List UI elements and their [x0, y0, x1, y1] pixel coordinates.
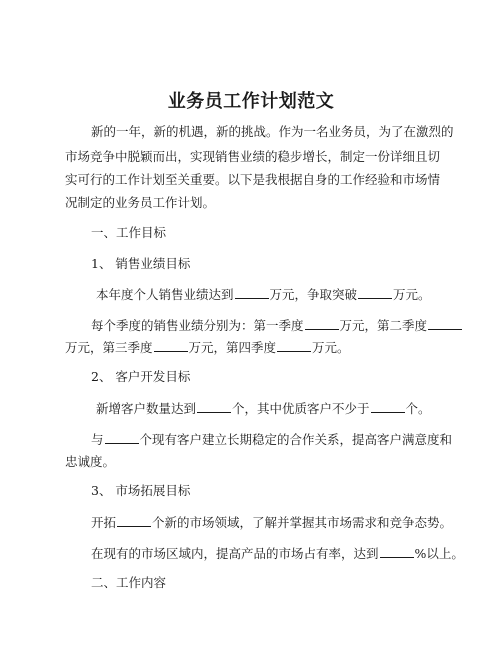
text: 个，其中优质客户不少于: [232, 401, 370, 416]
subsection-heading-market: 3、 市场拓展目标: [91, 483, 191, 498]
text: 在现有的市场区域内，提高产品的市场占有率，达到: [91, 546, 379, 561]
text: 万元，第三季度: [65, 340, 153, 355]
fill-blank: [154, 339, 188, 352]
text: 个。: [405, 401, 431, 416]
text: 万元，第四季度: [188, 340, 277, 355]
text: 每个季度的销售业绩分别为：第一季度: [91, 318, 304, 333]
section-heading-goals: 一、工作目标: [91, 225, 167, 240]
text: 开拓: [91, 515, 117, 530]
document-title: 业务员工作计划范文: [167, 91, 335, 112]
fill-blank: [277, 339, 311, 352]
fill-blank: [117, 514, 151, 527]
fill-blank: [371, 400, 405, 413]
fill-blank: [305, 317, 339, 330]
quarterly-target-line-1: [91, 317, 463, 334]
text: 万元，争取突破: [269, 287, 358, 302]
subsection-heading-customers: 2、 客户开发目标: [91, 369, 191, 384]
fill-blank: [428, 317, 462, 330]
text: 与: [91, 432, 104, 447]
text: 万元。: [312, 340, 350, 355]
fill-blank: [380, 545, 414, 558]
fill-blank: [197, 400, 231, 413]
text: 个现有客户建立长期稳定的合作关系，提高客户满意度和: [139, 432, 453, 447]
text: 本年度个人销售业绩达到: [96, 287, 234, 302]
text: 万元，第二季度: [339, 318, 428, 333]
section-heading-work-content: 二、工作内容: [91, 575, 167, 590]
text: 万元。: [393, 287, 431, 302]
fill-blank: [235, 286, 269, 299]
intro-line-3: 实可行的工作计划至关重要。以下是我根据自身的工作经验和市场情: [65, 172, 441, 187]
fill-blank: [358, 286, 392, 299]
new-customers-line: [96, 400, 431, 417]
subsection-heading-sales: 1、 销售业绩目标: [91, 256, 191, 271]
existing-customers-line-1: [91, 431, 452, 448]
fill-blank: [105, 431, 139, 444]
market-share-line: [91, 545, 464, 562]
sales-target-line: [96, 286, 431, 303]
intro-line-1: 新的一年，新的机遇，新的挑战。作为一名业务员，为了在激烈的: [91, 124, 454, 139]
text: 个新的市场领域，了解并掌握其市场需求和竞争态势。: [152, 515, 453, 530]
intro-line-2: 市场竞争中脱颖而出，实现销售业绩的稳步增长，制定一份详细且切: [65, 149, 441, 164]
existing-customers-line-2: 忠诚度。: [65, 454, 116, 469]
quarterly-target-line-2: [65, 339, 350, 356]
text: %以上。: [414, 546, 464, 561]
new-markets-line: [91, 514, 452, 531]
text: 新增客户数量达到: [96, 401, 197, 416]
intro-line-4: 况制定的业务员工作计划。: [65, 195, 216, 210]
